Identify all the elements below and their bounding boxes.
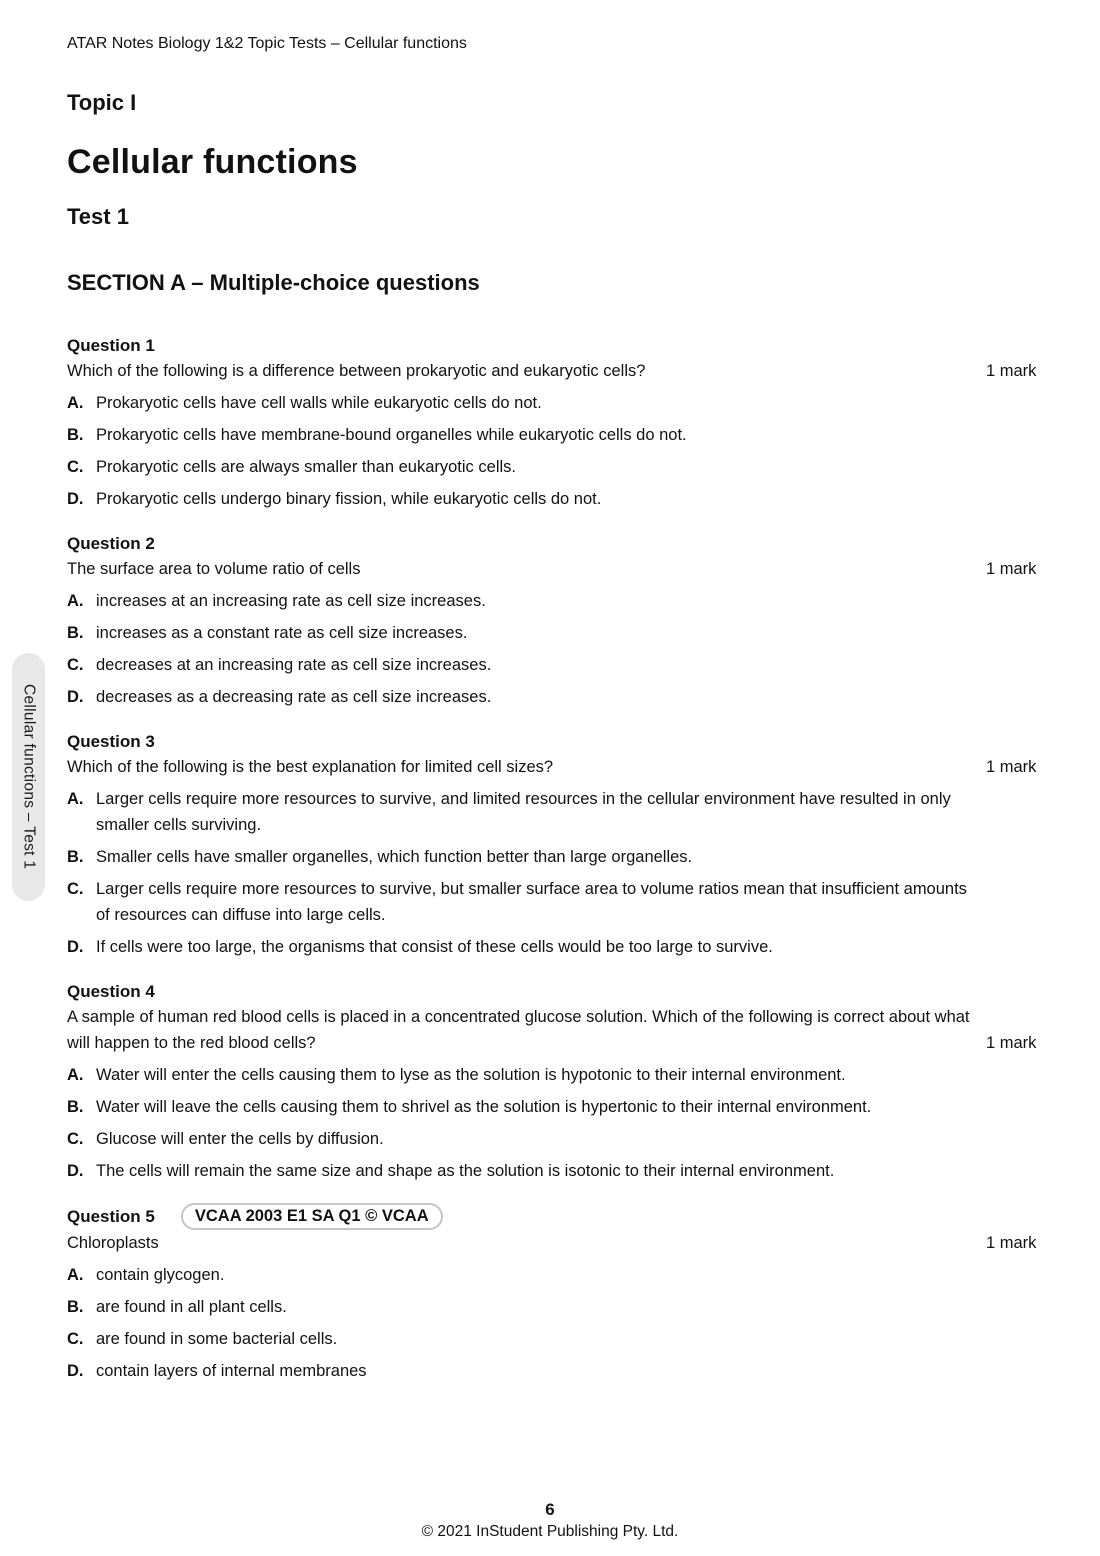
option-text: Smaller cells have smaller organelles, which function better than large organelles. [96, 848, 693, 866]
option-letter: A. [67, 790, 84, 808]
question-heading [67, 531, 1040, 556]
option-text: increases as a constant rate as cell size increases. [96, 624, 468, 642]
option-letter: C. [67, 1130, 84, 1148]
running-header: ATAR Notes Biology 1&2 Topic Tests – Cellular functions [67, 35, 467, 52]
option-letter: A. [67, 592, 84, 610]
option-text: Prokaryotic cells are always smaller than eukaryotic cells. [96, 458, 516, 476]
copyright-notice: © 2021 InStudent Publishing Pty. Ltd. [421, 1523, 679, 1540]
option-text: increases at an increasing rate as cell size increases. [96, 592, 486, 610]
option-row [67, 620, 1040, 646]
question-block-1 [67, 333, 1040, 512]
option-letter: C. [67, 458, 84, 476]
option-letter: D. [67, 1362, 84, 1380]
option-list [67, 588, 1040, 710]
option-letter: A. [67, 1066, 84, 1084]
marks-label: 1 mark [986, 758, 1037, 776]
option-text: Water will leave the cells causing them to shrivel as the solution is hypertonic to their internal environment. [96, 1098, 872, 1116]
option-letter: D. [67, 688, 84, 706]
option-row [67, 390, 1040, 416]
question-number: Question 4 [67, 982, 155, 1001]
option-row [67, 1294, 1040, 1320]
question-text: Which of the following is the best explanation for limited cell sizes? [67, 758, 554, 776]
option-letter: D. [67, 490, 84, 508]
option-list [67, 786, 1040, 960]
option-letter: A. [67, 394, 84, 412]
option-letter: B. [67, 1298, 84, 1316]
option-list [67, 1062, 1040, 1184]
topic-label: Topic I [67, 90, 137, 115]
question-source-badge: VCAA 2003 E1 SA Q1 © VCAA [181, 1203, 443, 1230]
option-row [67, 1326, 1040, 1352]
option-letter: D. [67, 938, 84, 956]
option-row [67, 1158, 1040, 1184]
option-row [67, 684, 1040, 710]
option-row [67, 786, 1040, 838]
option-row [67, 422, 1040, 448]
option-letter: B. [67, 624, 84, 642]
option-row [67, 486, 1040, 512]
option-list [67, 390, 1040, 512]
question-text: Chloroplasts [67, 1234, 159, 1252]
question-block-3 [67, 729, 1040, 960]
option-text: Water will enter the cells causing them to lyse as the solution is hypotonic to their internal environment. [96, 1066, 846, 1084]
question-number: Question 1 [67, 336, 155, 355]
question-heading [67, 1203, 1040, 1230]
page-footer [0, 1499, 1100, 1543]
option-letter: A. [67, 1266, 84, 1284]
question-body [67, 358, 1040, 384]
question-text: Which of the following is a difference between prokaryotic and eukaryotic cells? [67, 362, 646, 380]
option-letter: C. [67, 880, 84, 898]
test-label: Test 1 [67, 204, 129, 229]
option-text: decreases at an increasing rate as cell size increases. [96, 656, 492, 674]
option-text: Larger cells require more resources to survive, but smaller surface area to volume ratios mean that insufficient amounts of resources can diffuse into large cells. [96, 880, 967, 924]
section-heading: SECTION A – Multiple-choice questions [67, 270, 480, 295]
option-row [67, 1358, 1040, 1384]
marks-label: 1 mark [986, 362, 1037, 380]
option-row [67, 1262, 1040, 1288]
page-number: 6 [545, 1500, 555, 1519]
option-letter: B. [67, 848, 84, 866]
side-tab [12, 653, 45, 901]
option-text: contain glycogen. [96, 1266, 225, 1284]
option-row [67, 934, 1040, 960]
option-text: Glucose will enter the cells by diffusion. [96, 1130, 384, 1148]
question-body [67, 754, 1040, 780]
question-body [67, 1230, 1040, 1256]
option-text: If cells were too large, the organisms that consist of these cells would be too large to survive. [96, 938, 773, 956]
marks-label: 1 mark [986, 1034, 1037, 1052]
option-row [67, 1062, 1040, 1088]
option-text: are found in all plant cells. [96, 1298, 287, 1316]
option-row [67, 1126, 1040, 1152]
option-row [67, 876, 1040, 928]
option-text: Prokaryotic cells undergo binary fission, while eukaryotic cells do not. [96, 490, 602, 508]
option-letter: B. [67, 426, 84, 444]
question-block-4 [67, 979, 1040, 1184]
option-letter: B. [67, 1098, 84, 1116]
question-heading [67, 979, 1040, 1004]
question-number: Question 5 [67, 1207, 155, 1226]
option-letter: C. [67, 656, 84, 674]
option-row [67, 454, 1040, 480]
option-text: Prokaryotic cells have cell walls while eukaryotic cells do not. [96, 394, 542, 412]
option-letter: D. [67, 1162, 84, 1180]
question-body [67, 1004, 1040, 1056]
option-row [67, 1094, 1040, 1120]
page-content [67, 0, 1040, 1384]
option-letter: C. [67, 1330, 84, 1348]
side-tab-label: Cellular functions – Test 1 [20, 684, 38, 870]
question-number: Question 3 [67, 732, 155, 751]
question-body [67, 556, 1040, 582]
option-row [67, 652, 1040, 678]
option-row [67, 588, 1040, 614]
option-row [67, 844, 1040, 870]
option-text: decreases as a decreasing rate as cell size increases. [96, 688, 492, 706]
question-text: The surface area to volume ratio of cells [67, 560, 361, 578]
question-text: A sample of human red blood cells is placed in a concentrated glucose solution. Which of the following is correct about what will happen to the red blood cells? [67, 1008, 970, 1052]
question-number: Question 2 [67, 534, 155, 553]
question-heading [67, 333, 1040, 358]
option-text: Larger cells require more resources to survive, and limited resources in the cellular environment have resulted in only smaller cells surviving. [96, 790, 951, 834]
option-text: are found in some bacterial cells. [96, 1330, 338, 1348]
option-text: Prokaryotic cells have membrane-bound organelles while eukaryotic cells do not. [96, 426, 687, 444]
marks-label: 1 mark [986, 560, 1037, 578]
marks-label: 1 mark [986, 1234, 1037, 1252]
question-block-5 [67, 1203, 1040, 1384]
question-heading [67, 729, 1040, 754]
option-text: contain layers of internal membranes [96, 1362, 367, 1380]
question-block-2 [67, 531, 1040, 710]
page-title: Cellular functions [67, 143, 358, 181]
option-list [67, 1262, 1040, 1384]
option-text: The cells will remain the same size and shape as the solution is isotonic to their internal environment. [96, 1162, 835, 1180]
